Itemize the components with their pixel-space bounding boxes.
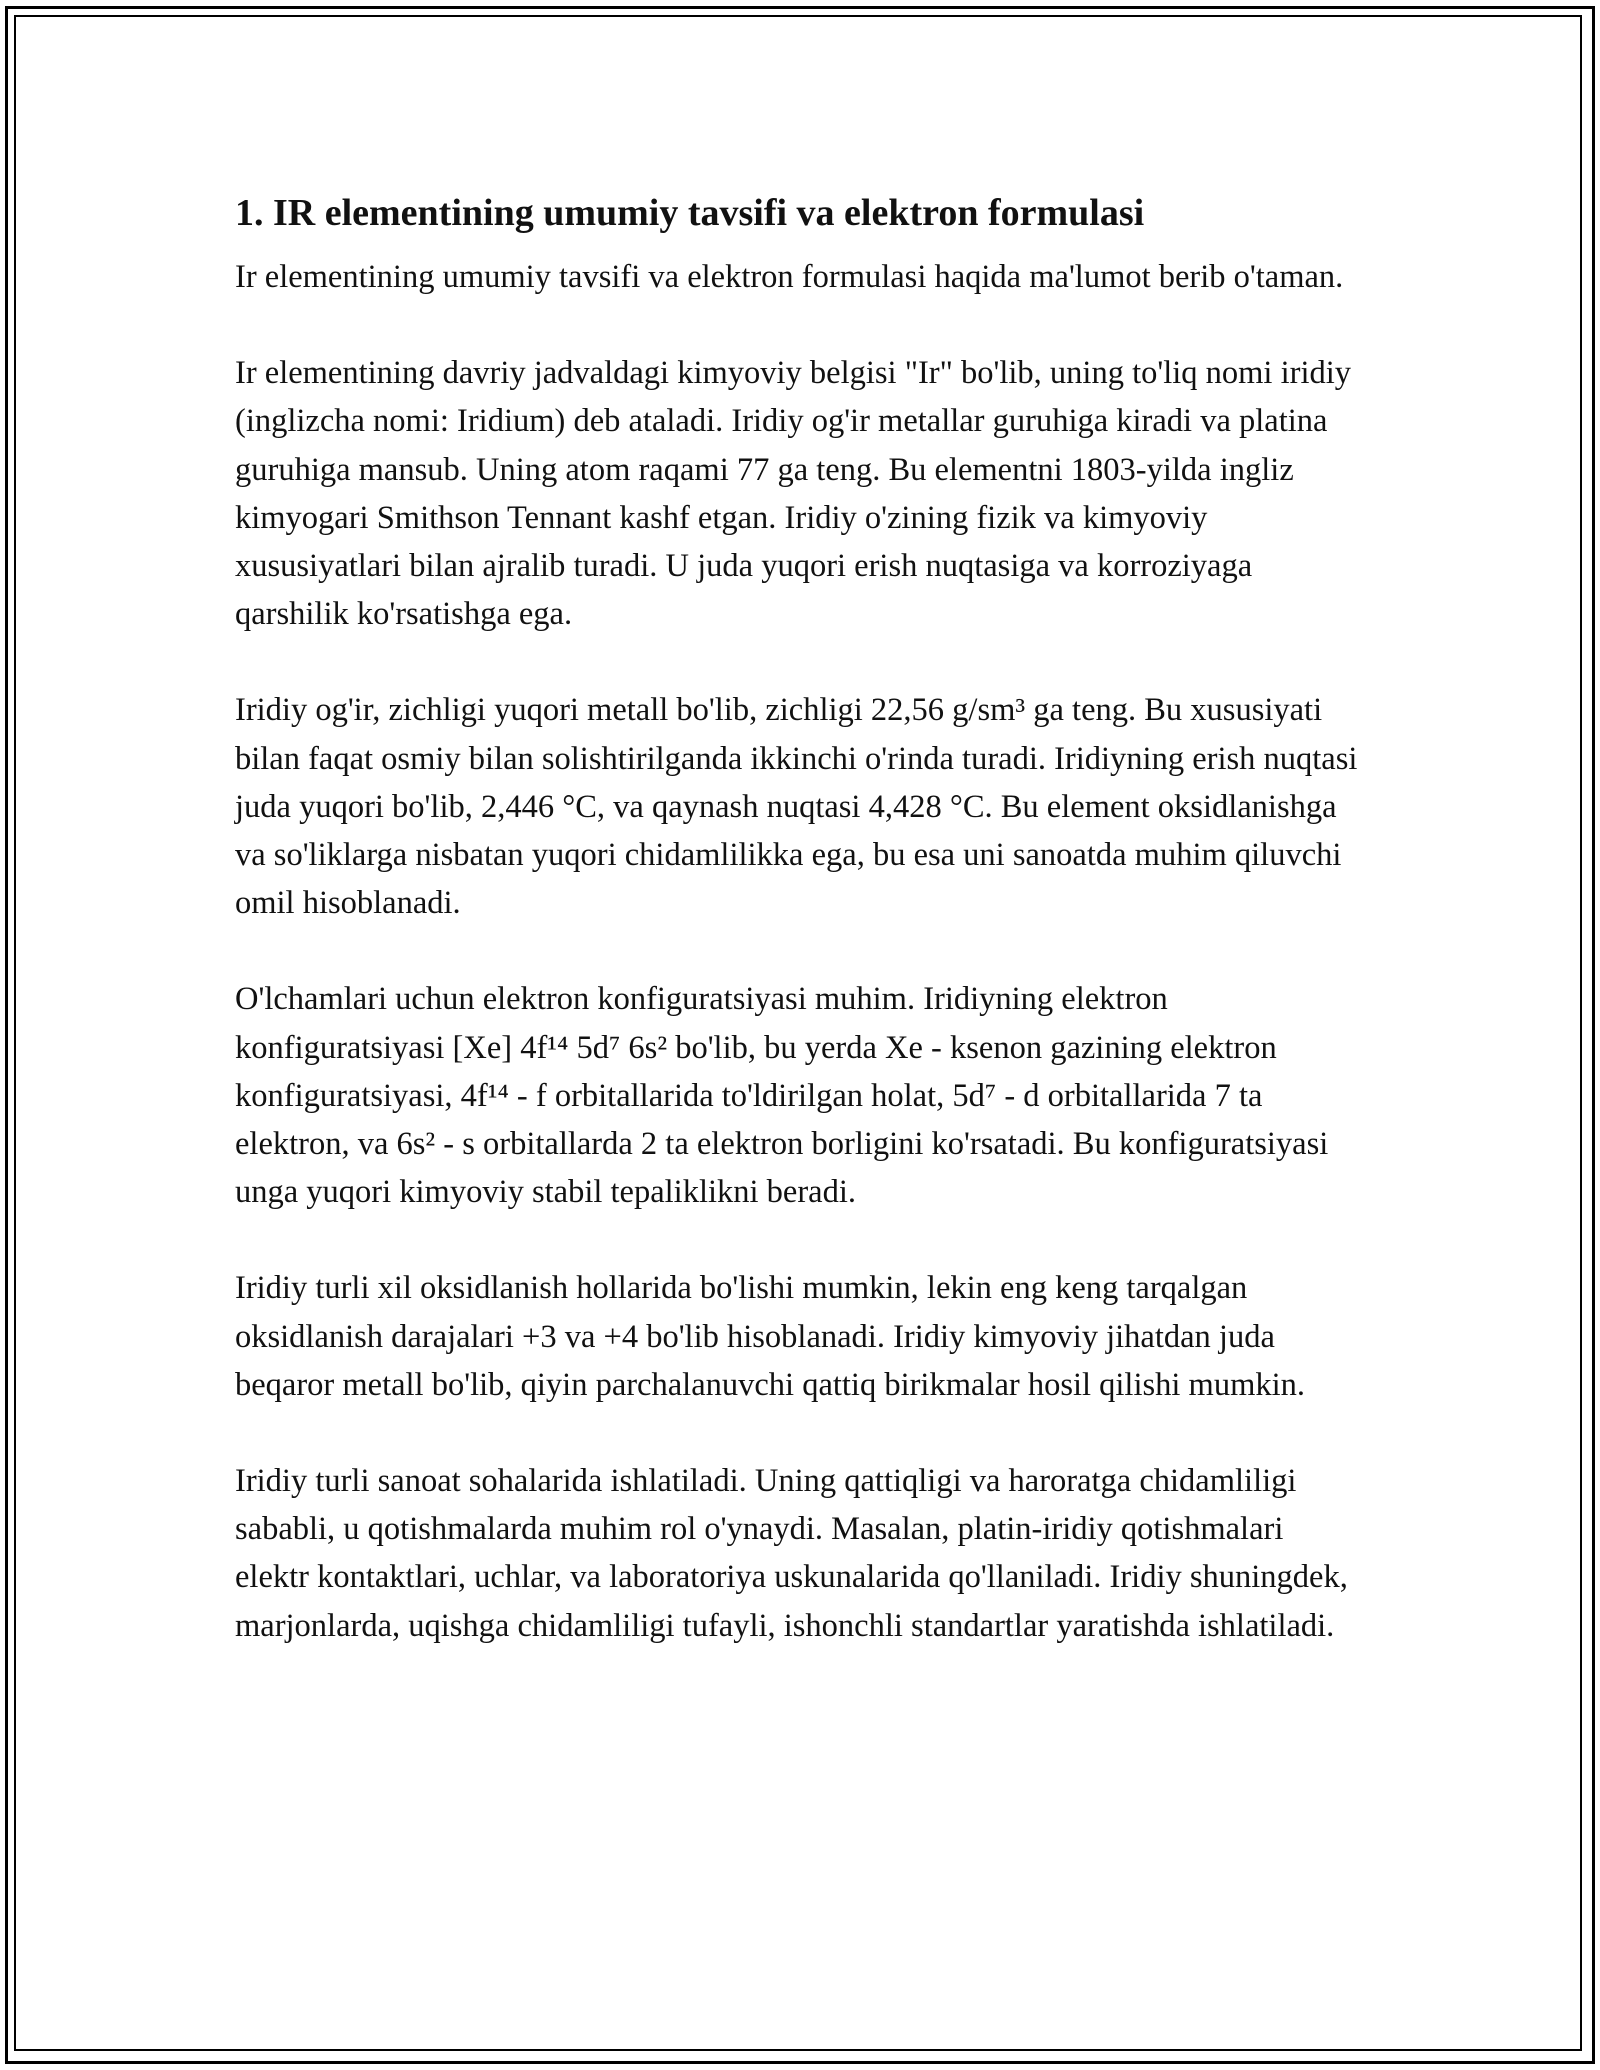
paragraph-electron-configuration: O'lchamlari uchun elektron konfiguratsiyasi muhim. Iridiyning elektron konfiguratsiyasi [Xe] 4f¹⁴ 5d⁷ 6s² bo'lib, bu yerda Xe - ksenon gazining elektron konfiguratsiyasi, 4f¹⁴ - f orbitallarida to'ldirilgan holat, 5d⁷ - d orbitallarida 7 ta elektron, va 6s² - s orbitallarda 2 ta elektron borligini ko'rsatadi. Bu konfiguratsiyasi unga yuqori kimyoviy stabil tepaliklikni beradi. bbox=[235, 981, 1329, 1211]
document-title: 1. IR elementining umumiy tavsifi va elektron formulasi bbox=[235, 192, 1145, 234]
document-body bbox=[235, 183, 1365, 1698]
paragraph-oxidation-states: Iridiy turli xil oksidlanish hollarida bo'lishi mumkin, lekin eng keng tarqalgan oksidlanish darajalari +3 va +4 bo'lib hisoblanadi. Iridiy kimyoviy jihatdan juda beqaror metall bo'lib, qiyin parchalanuvchi qattiq birikmalar hosil qilishi mumkin. bbox=[235, 1270, 1306, 1403]
paragraph-applications: Iridiy turli sanoat sohalarida ishlatiladi. Uning qattiqligi va haroratga chidamliligi sababli, u qotishmalarda muhim rol o'ynaydi. Masalan, platin-iridiy qotishmalari elektr kontaktlari, uchlar, va laboratoriya uskunalarida qo'llaniladi. Iridiy shuningdek, marjonlarda, uqishga chidamliligi tufayli, ishonchli standartlar yaratishda ishlatiladi. bbox=[235, 1463, 1348, 1644]
paragraph-physical-properties: Iridiy og'ir, zichligi yuqori metall bo'lib, zichligi 22,56 g/sm³ ga teng. Bu xususiyati bilan faqat osmiy bilan solishtirilganda ikkinchi o'rinda turadi. Iridiyning erish nuqtasi juda yuqori bo'lib, 2,446 °C, va qaynash nuqtasi 4,428 °C. Bu element oksidlanishga va so'liklarga nisbatan yuqori chidamlilikka ega, bu esa uni sanoatda muhim qiluvchi omil hisoblanadi. bbox=[235, 692, 1358, 922]
paragraph-element-overview: Ir elementining davriy jadvaldagi kimyoviy belgisi "Ir" bo'lib, uning to'liq nomi iridiy (inglizcha nomi: Iridium) deb ataladi. Iridiy og'ir metallar guruhiga kiradi va platina guruhiga mansub. Uning atom raqami 77 ga teng. Bu elementni 1803-yilda ingliz kimyogari Smithson Tennant kashf etgan. Iridiy o'zining fizik va kimyoviy xususiyatlari bilan ajralib turadi. U juda yuqori erish nuqtasiga va korroziyaga qarshilik ko'rsatishga ega. bbox=[235, 355, 1351, 633]
paragraph-intro: Ir elementining umumiy tavsifi va elektron formulasi haqida ma'lumot berib o'taman. bbox=[235, 259, 1344, 295]
